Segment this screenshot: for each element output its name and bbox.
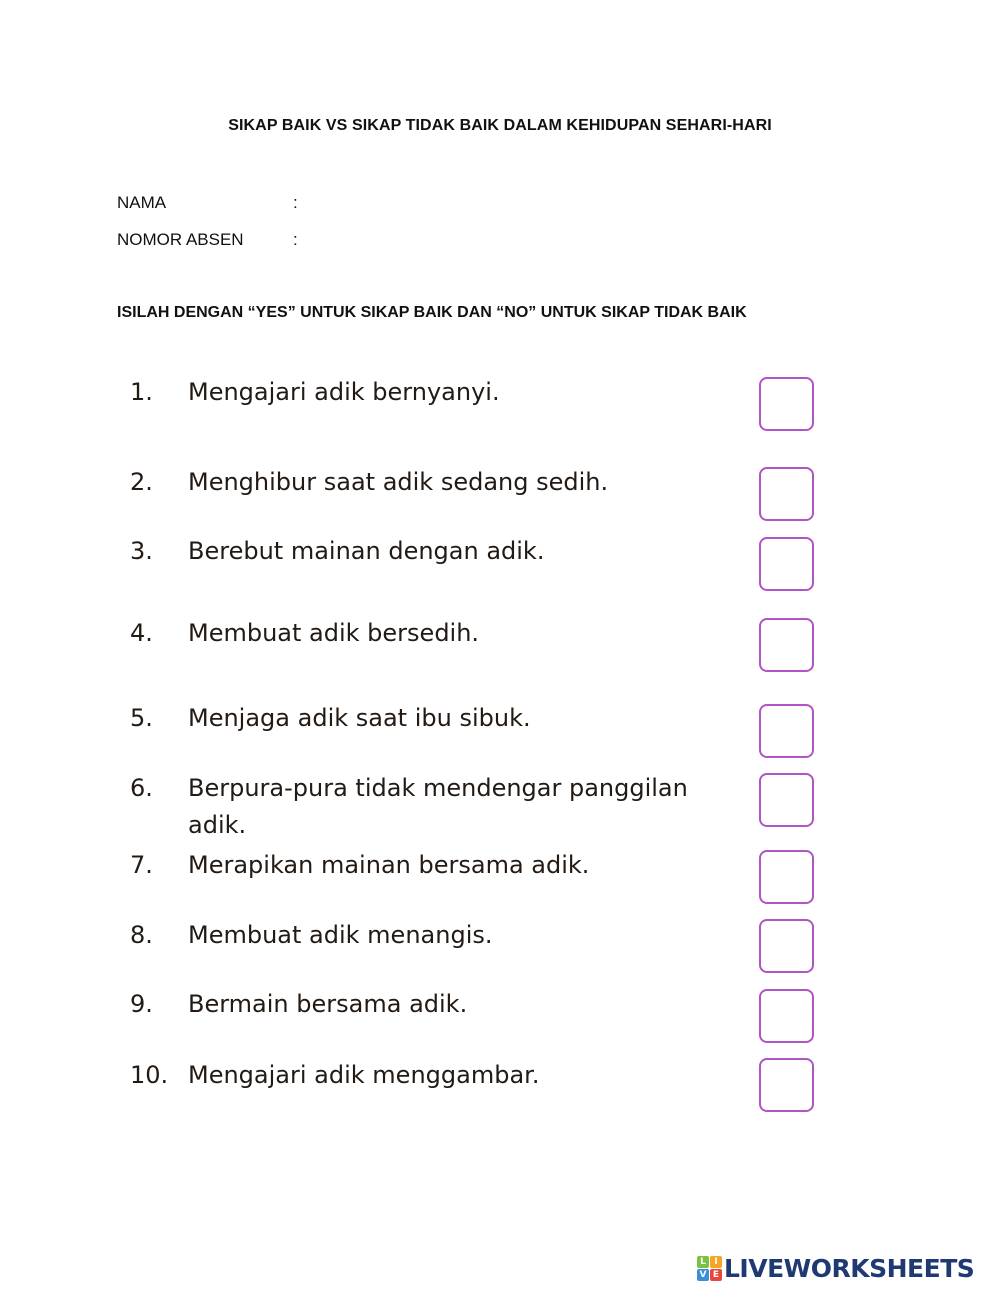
question-item-5 [130,700,753,737]
answer-box-9[interactable] [759,989,814,1043]
question-item-10 [130,1057,753,1094]
item-number: 5. [130,704,153,732]
answer-box-7[interactable] [759,850,814,904]
item-number: 4. [130,619,153,647]
worksheet-title: SIKAP BAIK VS SIKAP TIDAK BAIK DALAM KEHIDUPAN SEHARI-HARI [228,117,772,134]
answer-box-8[interactable] [759,919,814,973]
logo-wordmark: LIVEWORKSHEETS [724,1254,975,1283]
tile-e: E [710,1269,722,1281]
item-text: Membuat adik bersedih. [188,619,480,647]
liveworksheets-logo [697,1254,974,1283]
question-item-3 [130,533,753,570]
tile-v: V [697,1269,709,1281]
item-text: Berebut mainan dengan adik. [188,537,545,565]
answer-box-4[interactable] [759,618,814,672]
answer-box-10[interactable] [759,1058,814,1112]
question-item-1 [130,374,753,411]
answer-box-2[interactable] [759,467,814,521]
live-tiles-icon [697,1256,722,1281]
field-nomor-absen-colon: : [293,230,298,249]
question-item-4 [130,615,753,652]
question-item-9 [130,986,753,1023]
item-number: 7. [130,851,153,879]
field-nama-colon: : [293,193,298,212]
item-text: Menjaga adik saat ibu sibuk. [188,704,531,732]
item-text: Membuat adik menangis. [188,921,493,949]
item-text: Berpura-pura tidak mendengar panggilan adik. [188,774,688,839]
field-nama-label: NAMA [117,193,167,212]
question-item-7 [130,847,753,884]
item-number: 9. [130,990,153,1018]
answer-box-3[interactable] [759,537,814,591]
item-text: Mengajari adik bernyanyi. [188,378,500,406]
item-number: 8. [130,921,153,949]
question-item-2 [130,464,753,501]
question-item-8 [130,917,753,954]
item-number: 10. [130,1061,169,1089]
item-number: 3. [130,537,153,565]
item-text: Bermain bersama adik. [188,990,468,1018]
item-text: Mengajari adik menggambar. [188,1061,540,1089]
item-number: 2. [130,468,153,496]
field-nomor-absen-label: NOMOR ABSEN [117,230,244,249]
tile-l: L [697,1256,709,1268]
item-text: Menghibur saat adik sedang sedih. [188,468,609,496]
question-item-6 [130,770,753,844]
item-text: Merapikan mainan bersama adik. [188,851,590,879]
tile-i: I [710,1256,722,1268]
item-number: 6. [130,774,153,802]
answer-box-5[interactable] [759,704,814,758]
item-number: 1. [130,378,153,406]
answer-box-6[interactable] [759,773,814,827]
answer-box-1[interactable] [759,377,814,431]
instruction-text: ISILAH DENGAN “YES” UNTUK SIKAP BAIK DAN “NO” UNTUK SIKAP TIDAK BAIK [117,304,747,321]
